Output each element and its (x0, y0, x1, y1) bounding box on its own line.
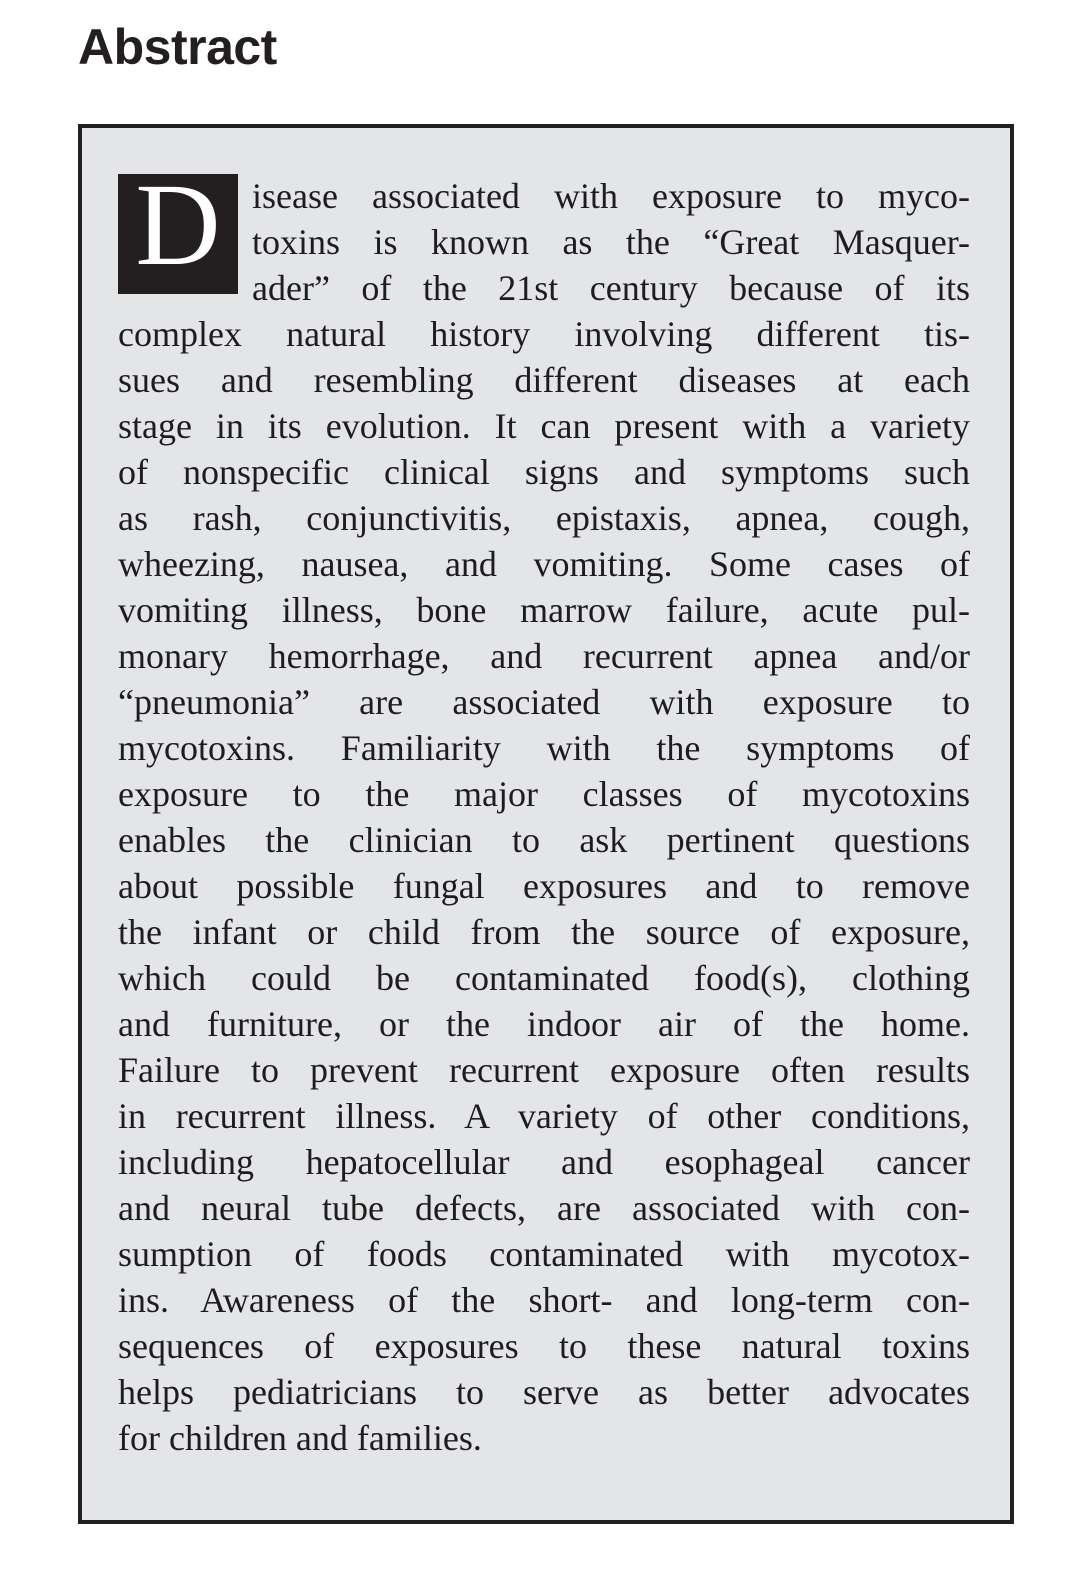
abstract-line: and furniture, or the indoor air of the home. (118, 1004, 970, 1044)
abstract-line: vomiting illness, bone marrow failure, acute pul- (118, 590, 970, 630)
abstract-line: and neural tube defects, are associated with con- (118, 1188, 970, 1228)
abstract-line: Failure to prevent recurrent exposure often results (118, 1050, 970, 1090)
abstract-line: sumption of foods contaminated with mycotox- (118, 1234, 970, 1274)
abstract-line: exposure to the major classes of mycotoxins (118, 774, 970, 814)
drop-cap: D (118, 174, 238, 294)
abstract-line: stage in its evolution. It can present with a variety (118, 406, 970, 446)
abstract-line: including hepatocellular and esophageal cancer (118, 1142, 970, 1182)
abstract-line: for children and families. (118, 1418, 482, 1458)
abstract-line: in recurrent illness. A variety of other conditions, (118, 1096, 970, 1136)
abstract-line: monary hemorrhage, and recurrent apnea and/or (118, 636, 970, 676)
abstract-line: complex natural history involving different tis- (118, 314, 970, 354)
abstract-line: helps pediatricians to serve as better advocates (118, 1372, 970, 1412)
abstract-line: isease associated with exposure to myco- (252, 176, 970, 216)
abstract-line: which could be contaminated food(s), clothing (118, 958, 970, 998)
abstract-line: ins. Awareness of the short- and long-term con- (118, 1280, 970, 1320)
abstract-line: as rash, conjunctivitis, epistaxis, apnea, cough, (118, 498, 970, 538)
abstract-line: “pneumonia” are associated with exposure to (118, 682, 970, 722)
abstract-body (118, 159, 970, 1461)
abstract-line: ader” of the 21st century because of its (252, 268, 970, 308)
abstract-line: the infant or child from the source of exposure, (118, 912, 970, 952)
abstract-line: about possible fungal exposures and to remove (118, 866, 970, 906)
abstract-line: sequences of exposures to these natural toxins (118, 1326, 970, 1366)
abstract-line: mycotoxins. Familiarity with the symptoms of (118, 728, 970, 768)
abstract-box (78, 124, 1014, 1524)
abstract-line: wheezing, nausea, and vomiting. Some cases of (118, 544, 970, 584)
abstract-line: toxins is known as the “Great Masquer- (252, 222, 970, 262)
abstract-line: enables the clinician to ask pertinent questions (118, 820, 970, 860)
abstract-line: of nonspecific clinical signs and symptoms such (118, 452, 970, 492)
abstract-line: sues and resembling different diseases at each (118, 360, 970, 400)
section-title: Abstract (78, 19, 277, 75)
